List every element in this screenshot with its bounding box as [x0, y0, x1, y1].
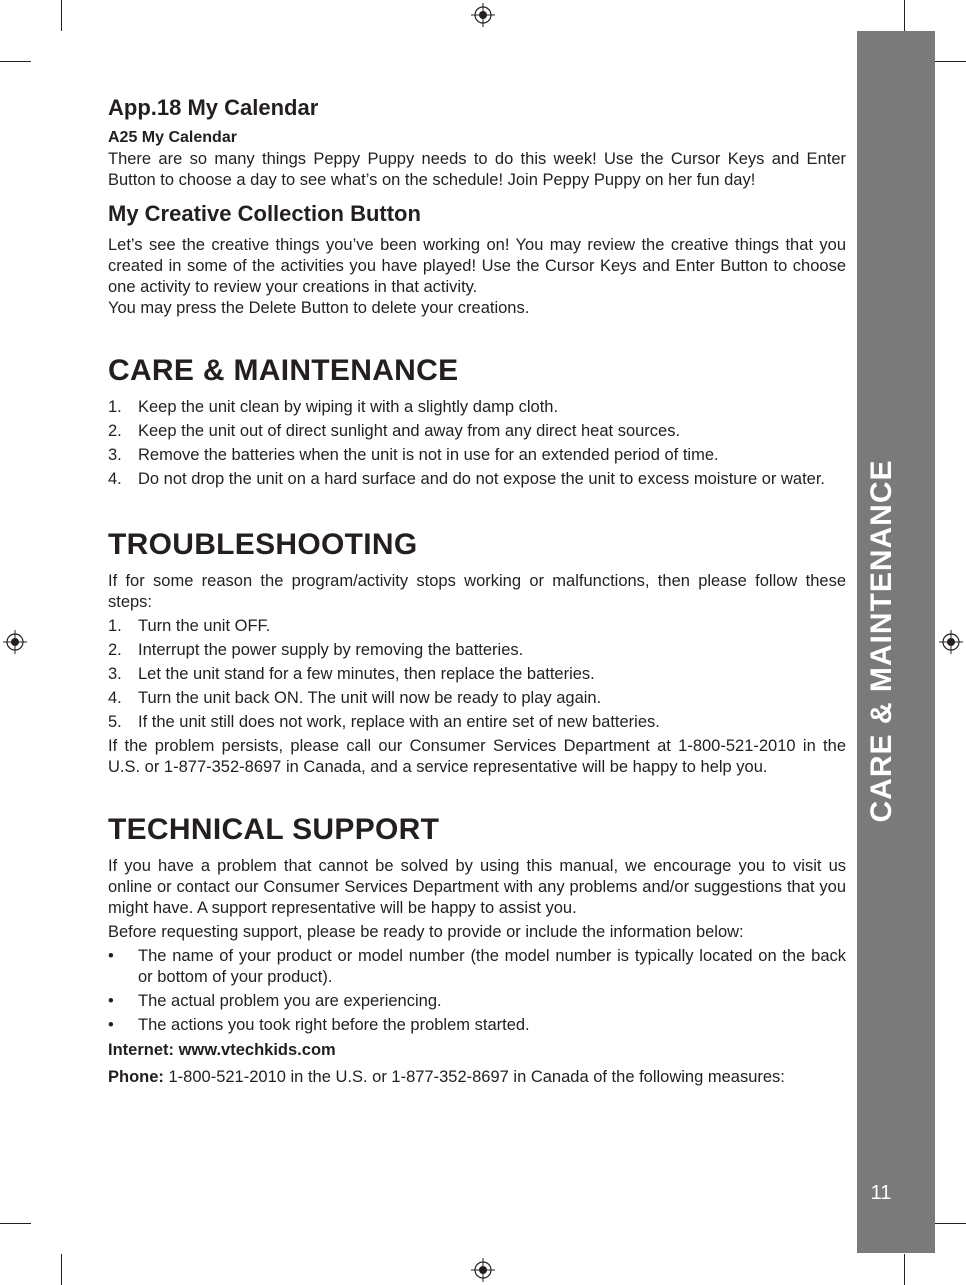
registration-mark-icon — [471, 1258, 495, 1282]
support-before: Before requesting support, please be ready to provide or include the information below: — [108, 923, 744, 941]
support-phone — [108, 1067, 846, 1088]
list-item: • The actual problem you are experiencing. — [108, 992, 442, 1010]
list-item: • The actions you took right before the problem started. — [108, 1016, 530, 1034]
technical-support-heading: TECHNICAL SUPPORT — [108, 813, 440, 846]
phone-label: Phone: — [108, 1068, 164, 1086]
registration-mark-icon — [939, 630, 963, 654]
care-heading: CARE & MAINTENANCE — [108, 354, 459, 387]
crop-mark — [935, 1223, 966, 1224]
creative-body-delete: You may press the Delete Button to delete your creations. — [108, 299, 530, 317]
care-list — [108, 397, 846, 490]
list-item: 2. Interrupt the power supply by removing the batteries. — [108, 641, 524, 659]
crop-mark — [0, 1223, 31, 1224]
list-item: 1. Turn the unit OFF. — [108, 617, 271, 635]
troubleshooting-intro: If for some reason the program/activity stops working or malfunctions, then please follow these steps: — [108, 572, 846, 611]
list-item: 2. Keep the unit out of direct sunlight and away from any direct heat sources. — [108, 422, 681, 440]
troubleshooting-outro: If the problem persists, please call our Consumer Services Department at 1-800-521-2010 in the U.S. or 1-877-352-8697 in Canada, and a service representative will be happy to help you. — [108, 737, 846, 776]
registration-mark-icon — [471, 3, 495, 27]
crop-mark — [61, 0, 62, 31]
creative-body: Let’s see the creative things you’ve been working on! You may review the creative things that you created in some of the activities you have played! Use the Cursor Keys and Enter Button to choose one activity to review your creations in that activity. — [108, 236, 846, 296]
support-internet: Internet: www.vtechkids.com — [108, 1041, 336, 1059]
list-item: 4. Do not drop the unit on a hard surface and do not expose the unit to excess moisture or water. — [108, 470, 825, 488]
list-item: 3. Let the unit stand for a few minutes, then replace the batteries. — [108, 665, 595, 683]
list-item: 1. Keep the unit clean by wiping it with a slightly damp cloth. — [108, 398, 559, 416]
app18-subheading: A25 My Calendar — [108, 129, 237, 146]
support-intro: If you have a problem that cannot be solved by using this manual, we encourage you to visit us online or contact our Consumer Services Department with any problems and/or suggestions that you might have. A support representative will be happy to assist you. — [108, 857, 846, 917]
crop-mark — [904, 0, 905, 31]
app18-heading: App.18 My Calendar — [108, 95, 319, 120]
list-item: 4. Turn the unit back ON. The unit will now be ready to play again. — [108, 689, 602, 707]
page-content — [108, 95, 846, 1088]
app18-body: There are so many things Peppy Puppy needs to do this week! Use the Cursor Keys and Enter Button to choose a day to see what’s on the schedule! Join Peppy Puppy on her fun day! — [108, 150, 846, 189]
support-list — [108, 946, 846, 1036]
creative-heading: My Creative Collection Button — [108, 201, 421, 226]
list-item: 3. Remove the batteries when the unit is not in use for an extended period of time. — [108, 446, 719, 464]
sidebar-section-title: CARE & MAINTENANCE — [865, 459, 898, 823]
page-number: 11 — [870, 1182, 892, 1204]
list-item: • The name of your product or model number (the model number is typically located on the back or bottom of your product). — [108, 947, 846, 986]
crop-mark — [0, 61, 31, 62]
troubleshooting-heading: TROUBLESHOOTING — [108, 528, 418, 561]
crop-mark — [935, 61, 966, 62]
registration-mark-icon — [3, 630, 27, 654]
troubleshooting-list — [108, 616, 846, 733]
phone-text: 1-800-521-2010 in the U.S. or 1-877-352-8697 in Canada of the following measures: — [163, 1068, 785, 1086]
crop-mark — [904, 1254, 905, 1285]
list-item: 5. If the unit still does not work, replace with an entire set of new batteries. — [108, 713, 660, 731]
crop-mark — [61, 1254, 62, 1285]
